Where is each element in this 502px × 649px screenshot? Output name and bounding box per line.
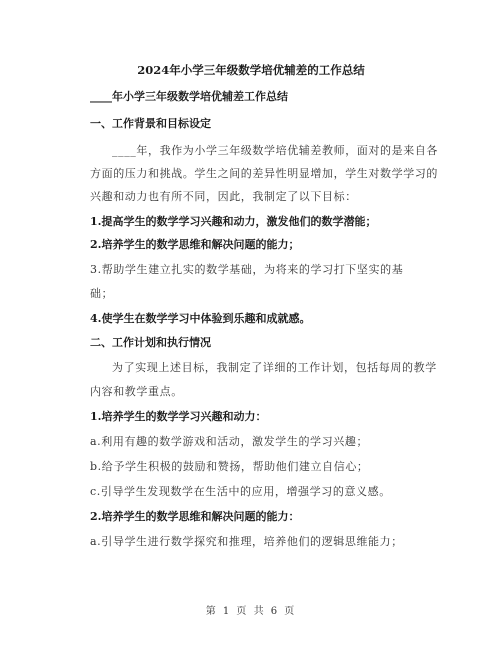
paragraph-line: 为了实现上述目标，我制定了详细的工作计划，包括每周的教学 bbox=[112, 361, 437, 374]
list-item: a.引导学生进行数学探究和推理，培养他们的逻辑思维能力； bbox=[90, 535, 403, 548]
goal-item: 1.提高学生的数学学习兴趣和动力，激发他们的数学潜能； bbox=[90, 215, 377, 228]
page-number-footer: 第 1 页 共 6 页 bbox=[205, 606, 297, 617]
paragraph-line: ____年，我作为小学三年级数学培优辅差教师，面对的是来自各 bbox=[112, 144, 438, 157]
goal-item: 3.帮助学生建立扎实的数学基础，为将来的学习打下坚实的基 bbox=[90, 263, 404, 276]
paragraph-line: 兴趣和动力也有所不同，因此，我制定了以下目标： bbox=[90, 190, 357, 203]
goal-item: 4.使学生在数学学习中体验到乐趣和成就感。 bbox=[90, 312, 311, 325]
subsection-heading: 1.培养学生的数学学习兴趣和动力： bbox=[90, 410, 267, 423]
goal-item-continuation: 础； bbox=[90, 287, 114, 300]
paragraph-line: 内容和教学重点。 bbox=[90, 385, 183, 398]
paragraph-line: 方面的压力和挑战。学生之间的差异性明显增加，学生对数学学习的 bbox=[90, 167, 438, 180]
list-item: c.引导学生发现数学在生活中的应用，增强学习的意义感。 bbox=[90, 485, 391, 498]
list-item: b.给予学生积极的鼓励和赞扬，帮助他们建立自信心； bbox=[90, 460, 369, 473]
section-heading: 二、工作计划和执行情况 bbox=[90, 336, 211, 349]
subsection-heading: 2.培养学生的数学思维和解决问题的能力： bbox=[90, 510, 300, 523]
document-title: 2024年小学三年级数学培优辅差的工作总结 bbox=[137, 63, 365, 77]
section-heading: 一、工作背景和目标设定 bbox=[90, 117, 211, 130]
goal-item: 2.培养学生的数学思维和解决问题的能力； bbox=[90, 238, 300, 251]
document-subtitle: ____年小学三年级数学培优辅差工作总结 bbox=[90, 90, 288, 103]
list-item: a.利用有趣的数学游戏和活动，激发学生的学习兴趣； bbox=[90, 435, 369, 448]
